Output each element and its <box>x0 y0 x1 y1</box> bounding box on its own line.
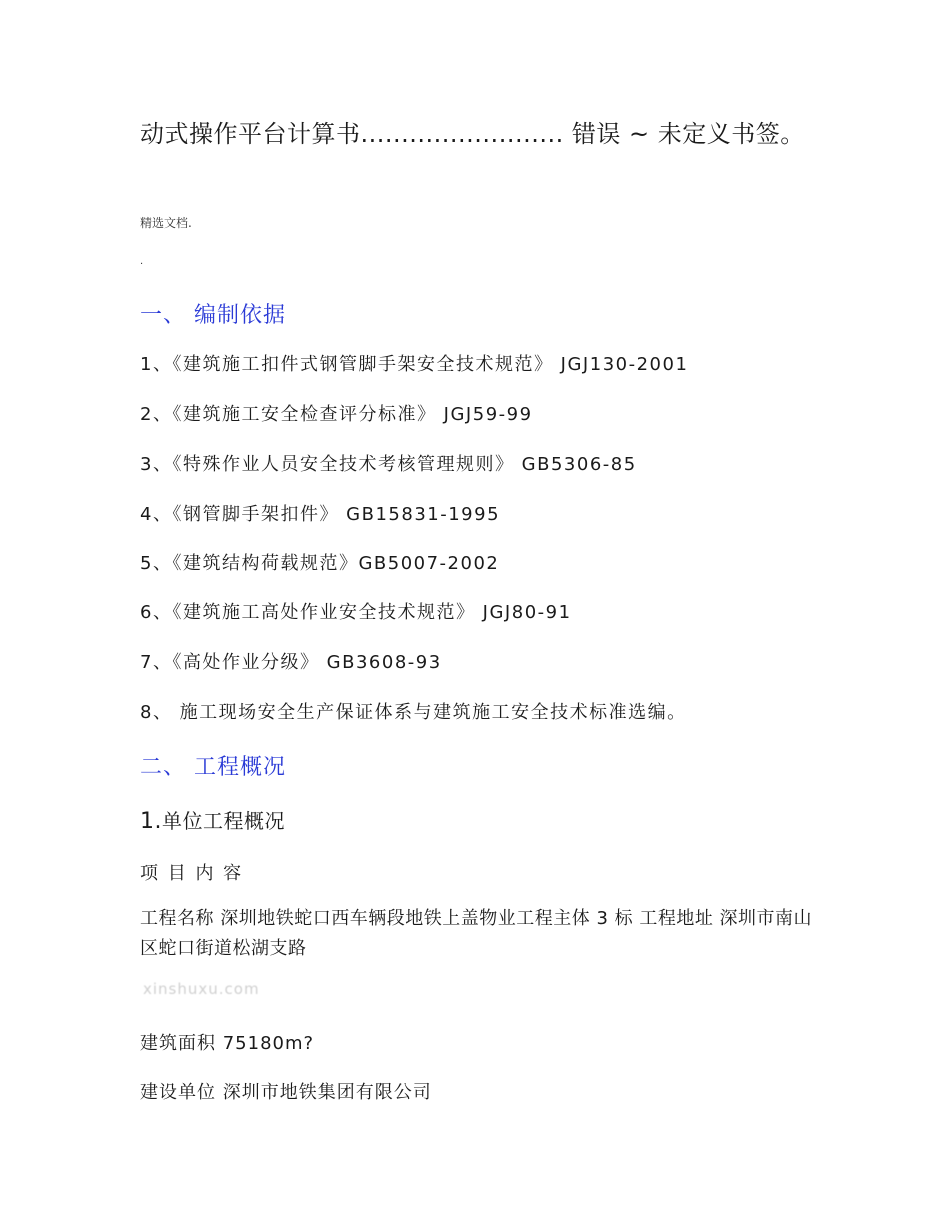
section-heading-overview: 二、 工程概况 <box>140 755 286 780</box>
construction-owner: 建设单位 深圳市地铁集团有限公司 <box>140 1082 432 1103</box>
list-item: 7、《高处作业分级》 GB3608-93 <box>140 652 442 673</box>
project-info-paragraph: 工程名称 深圳地铁蛇口西车辆段地铁上盖物业工程主体 3 标 工程地址 深圳市南山区蛇口街道松湖支路 <box>140 908 813 959</box>
list-item: 4、《钢管脚手架扣件》 GB15831-1995 <box>140 504 501 525</box>
section-heading-basis: 一、 编制依据 <box>140 303 286 328</box>
building-area: 建筑面积 75180m? <box>140 1033 315 1054</box>
watermark-text: xinshuxu.com <box>143 980 260 998</box>
subsection-number: 1. <box>140 809 162 834</box>
list-item: 5、《建筑结构荷载规范》GB5007-2002 <box>140 553 500 574</box>
list-item: 2、《建筑施工安全检查评分标准》 JGJ59-99 <box>140 404 533 425</box>
toc-entry[interactable]: 动式操作平台计算书......................... 错误 ~ 未定义书签。 <box>140 120 805 148</box>
subsection-title: 单位工程概况 <box>162 809 285 833</box>
list-item: 6、《建筑施工高处作业安全技术规范》 JGJ80-91 <box>140 602 572 623</box>
table-header: 项 目 内 容 <box>140 863 244 884</box>
subsection-heading <box>140 805 285 834</box>
header-note: 精选文档. <box>140 216 192 230</box>
list-item: 1、《建筑施工扣件式钢管脚手架安全技术规范》 JGJ130-2001 <box>140 354 689 375</box>
list-item: 8、 施工现场安全生产保证体系与建筑施工安全技术标准选编。 <box>140 702 687 723</box>
dot-mark: . <box>140 256 144 267</box>
list-item: 3、《特殊作业人员安全技术考核管理规则》 GB5306-85 <box>140 454 637 475</box>
